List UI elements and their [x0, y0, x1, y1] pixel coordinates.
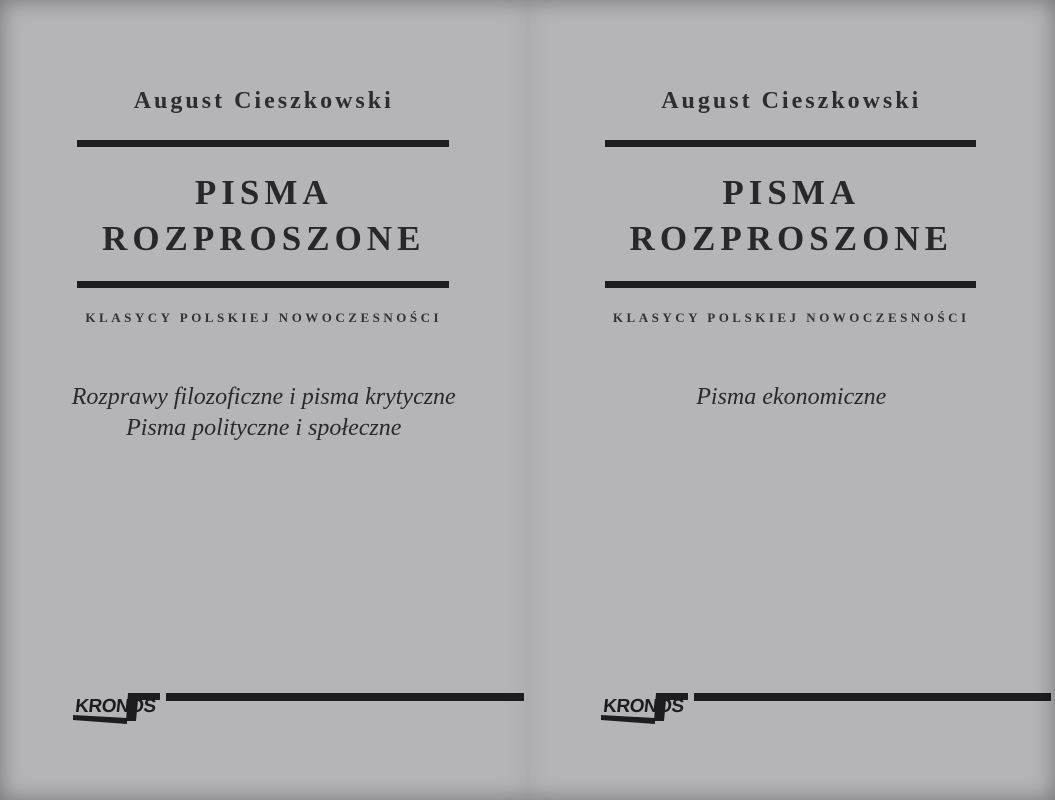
divider-rule-bottom	[77, 281, 449, 288]
subtitle-line-1: Rozprawy filozoficzne i pisma krytyczne	[71, 384, 456, 410]
volume-subtitle	[528, 382, 1055, 413]
kronos-publisher-logo	[70, 690, 166, 728]
book-title-line-2: ROZPROSZONE	[629, 219, 953, 258]
author-name: August Cieszkowski	[133, 88, 394, 114]
series-name: KLASYCY POLSKIEJ NOWOCZESNOŚCI	[612, 310, 970, 325]
footer-rule	[694, 693, 1052, 701]
book-title	[0, 170, 528, 262]
publisher-wordmark: KRONOS	[601, 696, 685, 717]
subtitle-line-2: Pisma polityczne i społeczne	[126, 415, 402, 441]
divider-rule-bottom	[605, 281, 977, 288]
author-name: August Cieszkowski	[661, 88, 922, 114]
book-title	[528, 170, 1055, 262]
book-title-line-1: PISMA	[194, 173, 333, 212]
book-title-line-1: PISMA	[722, 173, 861, 212]
divider-rule-top	[77, 140, 449, 147]
book-title-line-2: ROZPROSZONE	[102, 219, 426, 258]
footer-rule	[166, 693, 524, 701]
kronos-publisher-logo	[598, 690, 694, 728]
book-cover-right	[528, 0, 1055, 800]
subtitle-line-1: Pisma ekonomiczne	[696, 384, 887, 410]
series-name: KLASYCY POLSKIEJ NOWOCZESNOŚCI	[85, 310, 443, 325]
divider-rule-top	[605, 140, 977, 147]
volume-subtitle	[0, 382, 528, 444]
publisher-wordmark: KRONOS	[74, 696, 157, 717]
